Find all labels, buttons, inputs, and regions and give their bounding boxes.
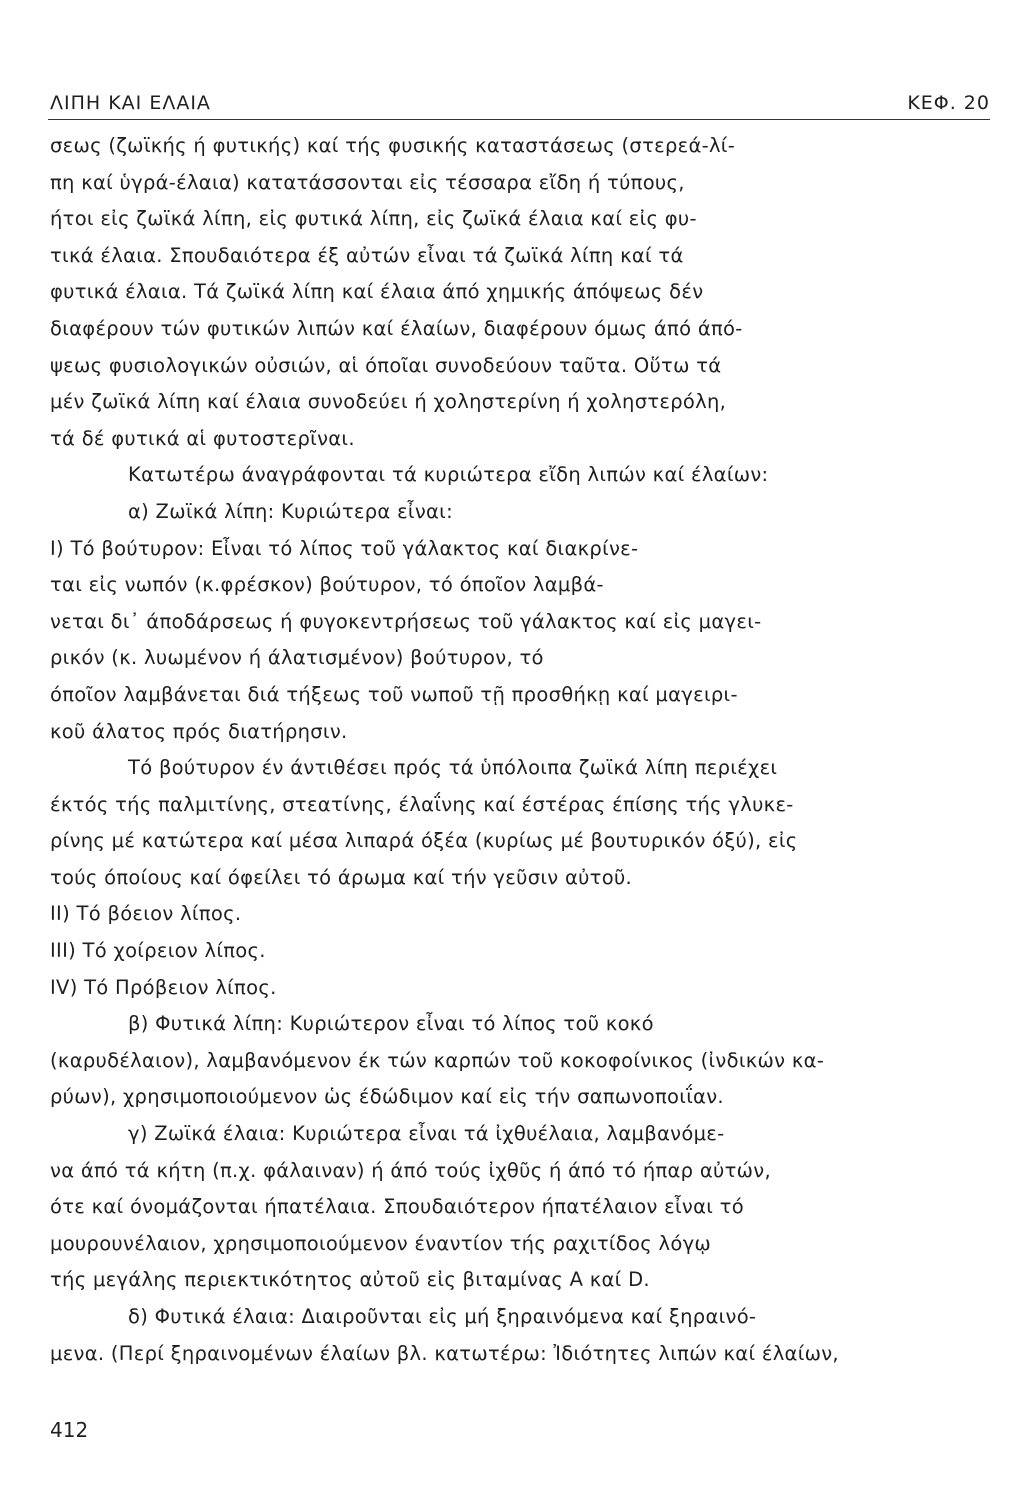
text-line: Τό βούτυρον έν άντιθέσει πρός τά ὑπόλοιπα ζωϊκά λίπη περιέχει — [128, 756, 778, 780]
list-item: ΙV) Τό Πρόβειον λίπος. — [50, 975, 277, 999]
text-line: όποῖον λαμβάνεται διά τήξεως τοῦ νωποῦ τῇ προσθήκῃ καί μαγειρι- — [50, 682, 738, 706]
text-line: τούς όποίους καί όφείλει τό άρωμα καί τήν γεῦσιν αὐτοῦ. — [50, 865, 633, 889]
section-heading: γ) Ζωϊκά έλαια: Κυριώτερα εἶναι τά ἰχθυέλαια, λαμβανόμε- — [128, 1122, 725, 1146]
section-heading: β) Φυτικά λίπη: Κυριώτερον εἶναι τό λίπος τοῦ κοκό — [128, 1012, 654, 1036]
text-line: Κατωτέρω άναγράφονται τά κυριώτερα εἴδη λιπών καί έλαίων: — [128, 463, 769, 487]
section-heading: α) Ζωϊκά λίπη: Κυριώτερα εἶναι: — [128, 499, 453, 523]
text-line: μέν ζωϊκά λίπη καί έλαια συνοδεύει ή χοληστερίνη ή χοληστερόλη, — [50, 390, 727, 414]
text-line: μενα. (Περί ξηραινομένων έλαίων βλ. κατωτέρω: Ἰδιότητες λιπών καί έλαίων, — [50, 1341, 839, 1365]
list-item: ΙΙ) Τό βόειον λίπος. — [50, 902, 242, 926]
text-line: ότε καί όνομάζονται ήπατέλαια. Σπουδαιότερον ήπατέλαιον εἶναι τό — [50, 1195, 744, 1219]
text-line: (καρυδέλαιον), λαμβανόμενον έκ τών καρπών τοῦ κοκοφοίνικος (ἰνδικών κα- — [50, 1048, 825, 1072]
header-rule — [48, 119, 990, 120]
text-line: τά δέ φυτικά αἱ φυτοστερῖναι. — [50, 426, 355, 450]
text-line: τής μεγάλης περιεκτικότητος αὐτοῦ εἰς βιταμίνας Α καί D. — [50, 1268, 650, 1292]
text-line: να άπό τά κήτη (π.χ. φάλαιναν) ή άπό τούς ἰχθῦς ή άπό τό ήπαρ αὐτών, — [50, 1158, 771, 1182]
text-line: ρικόν (κ. λυωμένον ή άλατισμένον) βούτυρον, τό — [50, 646, 544, 670]
text-line: ρύων), χρησιμοποιούμενον ὡς έδώδιμον καί εἰς τήν σαπωνοποιΐαν. — [50, 1085, 724, 1109]
text-line: τικά έλαια. Σπουδαιότερα έξ αὐτών εἶναι τά ζωϊκά λίπη καί τά — [50, 243, 684, 267]
text-line: διαφέρουν τών φυτικών λιπών καί έλαίων, διαφέρουν όμως άπό άπό- — [50, 316, 743, 340]
text-line: ήτοι εἰς ζωϊκά λίπη, εἰς φυτικά λίπη, εἰς ζωϊκά έλαια καί εἰς φυ- — [50, 207, 697, 231]
section-heading: δ) Φυτικά έλαια: Διαιροῦνται εἰς μή ξηραινόμενα καί ξηραινό- — [128, 1305, 757, 1328]
text-line: πη καί ὑγρά-έλαια) κατατάσσονται εἰς τέσσαρα εἴδη ή τύπους, — [50, 170, 685, 194]
text-line: σεως (ζωϊκής ή φυτικής) καί τής φυσικής καταστάσεως (στερεά-λί- — [50, 134, 736, 157]
text-line: ρίνης μέ κατώτερα καί μέσα λιπαρά όξέα (κυρίως μέ βουτυρικόν όξύ), εἰς — [50, 829, 798, 853]
text-line: νεται δι᾽ άποδάρσεως ή φυγοκεντρήσεως τοῦ γάλακτος καί εἰς μαγει- — [50, 609, 762, 633]
list-item: ΙΙΙ) Τό χοίρειον λίπος. — [50, 939, 266, 963]
running-header — [50, 92, 990, 118]
header-chapter: ΚΕΦ. 20 — [907, 92, 990, 114]
header-title: ΛΙΠΗ ΚΑΙ ΕΛΑΙΑ — [50, 92, 211, 114]
text-line: ψεως φυσιολογικών οὐσιών, αἱ όποῖαι συνοδεύουν ταῦτα. Οὕτω τά — [50, 353, 722, 377]
list-item: Ι) Τό βούτυρον: Εἶναι τό λίπος τοῦ γάλακτος καί διακρίνε- — [50, 536, 639, 560]
page-number: 412 — [50, 1418, 89, 1442]
text-line: κοῦ άλατος πρός διατήρησιν. — [50, 719, 348, 743]
text-line: μουρουνέλαιον, χρησιμοποιούμενον έναντίον τής ραχιτίδος λόγῳ — [50, 1231, 712, 1255]
text-line: ται εἰς νωπόν (κ.φρέσκον) βούτυρον, τό όποῖον λαμβά- — [50, 573, 604, 597]
page-body — [50, 128, 990, 1372]
text-line: έκτός τής παλμιτίνης, στεατίνης, έλαΐνης καί έστέρας έπίσης τής γλυκε- — [50, 792, 794, 816]
text-line: φυτικά έλαια. Τά ζωϊκά λίπη καί έλαια άπό χημικής άπόψεως δέν — [50, 280, 704, 304]
